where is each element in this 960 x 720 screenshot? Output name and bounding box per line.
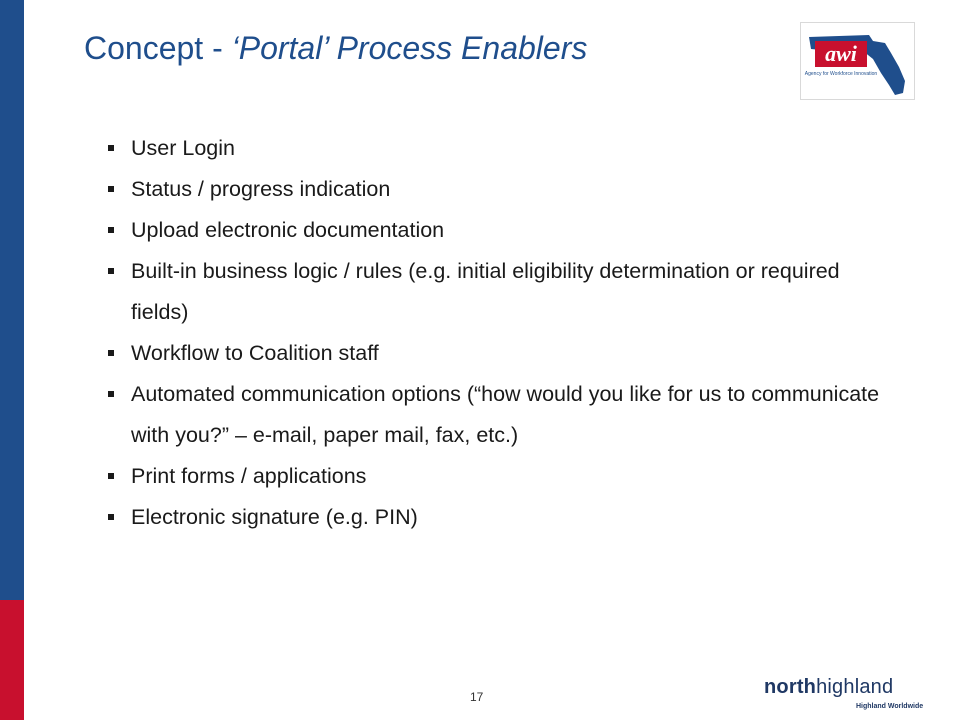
title-prefix: Concept - bbox=[84, 30, 232, 66]
list-item: User Login bbox=[106, 128, 886, 169]
bullet-square-icon bbox=[108, 145, 114, 151]
svg-text:Agency for Workforce Innovatio: Agency for Workforce Innovation bbox=[804, 71, 878, 77]
bullet-list bbox=[106, 128, 886, 538]
list-item: Electronic signature (e.g. PIN) bbox=[106, 497, 886, 538]
list-item: Built-in business logic / rules (e.g. initial eligibility determination or required fields) bbox=[106, 251, 886, 333]
bullet-square-icon bbox=[108, 350, 114, 356]
left-accent-bar-blue bbox=[0, 0, 24, 600]
brand-part-1: north bbox=[764, 676, 817, 698]
bullet-square-icon bbox=[108, 186, 114, 192]
list-item: Workflow to Coalition staff bbox=[106, 333, 886, 374]
brand-part-2: highland bbox=[816, 676, 894, 698]
florida-map-icon bbox=[801, 23, 916, 101]
awi-logo bbox=[800, 22, 915, 100]
slide-title bbox=[84, 30, 587, 67]
brand-tagline: Highland Worldwide bbox=[856, 703, 924, 710]
list-item: Status / progress indication bbox=[106, 169, 886, 210]
bullet-square-icon bbox=[108, 473, 114, 479]
svg-text:awi: awi bbox=[825, 41, 857, 66]
page-number: 17 bbox=[470, 690, 484, 704]
bullet-square-icon bbox=[108, 391, 114, 397]
left-accent-bar-red bbox=[0, 600, 24, 720]
bullet-square-icon bbox=[108, 268, 114, 274]
northhighland-logo bbox=[764, 676, 924, 710]
bullet-square-icon bbox=[108, 227, 114, 233]
list-item: Automated communication options (“how would you like for us to communicate with you?” – e-mail, paper mail, fax, etc.) bbox=[106, 374, 886, 456]
title-emphasis: ‘Portal’ Process Enablers bbox=[231, 30, 588, 66]
list-item: Print forms / applications bbox=[106, 456, 886, 497]
list-item: Upload electronic documentation bbox=[106, 210, 886, 251]
bullet-square-icon bbox=[108, 514, 114, 520]
